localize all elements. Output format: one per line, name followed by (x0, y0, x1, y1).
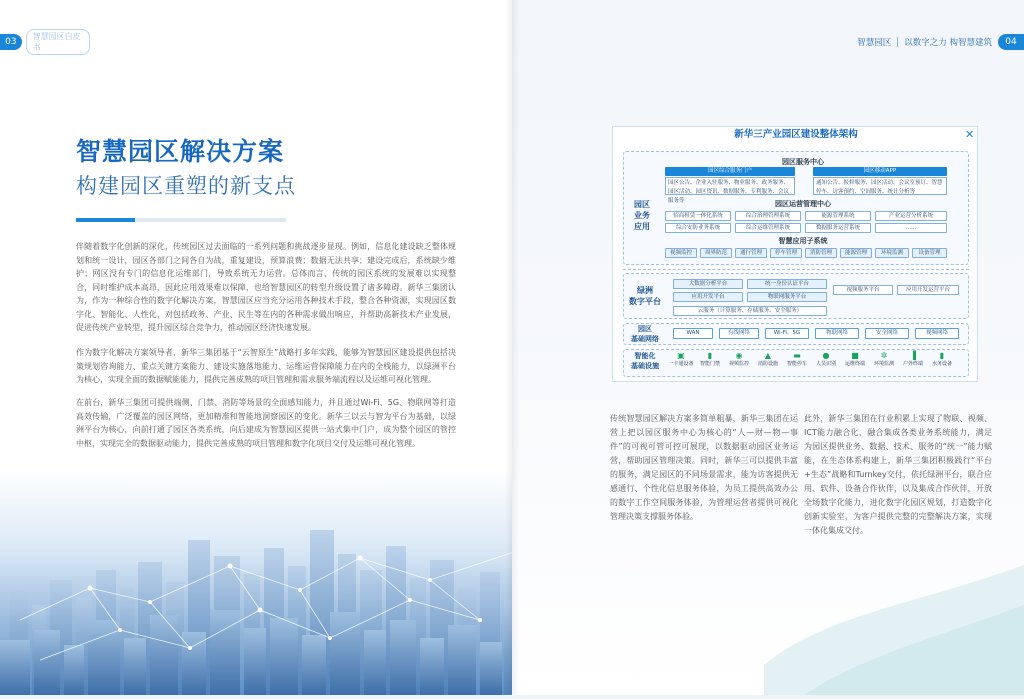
ops-item: 产业运营分析系统 (875, 211, 947, 221)
platform-item: 大数据分析平台 (673, 279, 743, 289)
decorative-wave (764, 545, 1024, 695)
skyline-illustration (0, 470, 560, 695)
device-card (812, 352, 840, 367)
network-layer-label: 园区 基础网络 (631, 325, 659, 343)
network-item: Wi-Fi、5G (765, 328, 809, 339)
mgmt-item: 设备管理 (912, 248, 947, 258)
intro-paragraph-3: 在前台，新华三集团可提供端侧、门禁、消防等场景的全面感知能力，并且通过Wi-Fi、5G、物联网等打造高效传输，广泛覆盖的园区网络，更加精准和智能地洞察园区的变化。新华三以云与智为平台为基础，以绿洲平台为核心，向前打通了园区各类系统，向后建成为智慧园区提供一站式集中门户，成为整个园区的管控中枢，实现完全的数据驱动能力，提供完善成熟的项目管理和数字化项目交付及运维可视化管理。 (76, 398, 456, 448)
portal-description: 园区公告、企业入驻服务、物业服务、政务服务、园区活动、园区资讯、数据服务、专利服务、会议服务等 (665, 177, 795, 195)
device-layer-label: 智能化 基础设施 (631, 352, 659, 370)
device-card (783, 352, 811, 367)
app-layer-label: 园区 业务 应用 (634, 200, 650, 231)
door-icon: ▮ (707, 351, 713, 360)
left-page (0, 0, 512, 695)
network-item: WAN (673, 328, 713, 339)
device-card (899, 352, 927, 367)
device-card (696, 352, 724, 367)
device-card (754, 352, 782, 367)
device-label: 智能停车 (786, 361, 807, 367)
right-page-header (857, 34, 1024, 50)
body-column-2: 此外，新华三集团在行业积累上实现了物联、视频、ICT能力融合化，融合集成各类业务系统能力，满足为园区提供业务、数据、技术、服务的“统一”能力赋能，在生态体系构建上，新华三集团积极践行“平台+生态”战略和Turnkey交付，依托绿洲平台，联合应用、软件、设备合作伙伴，以及集成合作伙伴，开放全场数字化能力，进化数字化园区规划，打造数字化创新实验室，为客户提供完整的完整解决方案，实现一体化集成交付。 (804, 414, 992, 535)
mgmt-item: 通行管理 (735, 248, 767, 258)
mgmt-item: 能源管理 (840, 248, 872, 258)
ops-item: 综合运维管理系统 (735, 223, 801, 233)
left-page-number: 03 (0, 34, 22, 50)
device-card (725, 352, 753, 367)
water-icon: ▮ (939, 351, 945, 360)
mobile-app-description: 通知公告、报修服务、园区活动、会议室预订、智慧停车、访客预约、空间服务、统计分析等 (813, 177, 947, 195)
title-divider (76, 218, 286, 222)
diagram-title: 新华三产业园区建设整体架构 (734, 129, 858, 140)
mgmt-item: 视频监控 (665, 248, 697, 258)
car-icon: ▬ (793, 351, 801, 360)
device-card (841, 352, 869, 367)
city-skyline-image (0, 470, 560, 695)
mgmt-item: 停车管理 (770, 248, 802, 258)
left-page-label: 智慧园区白皮书 (26, 29, 90, 55)
intro-paragraph-1: 伴随着数字化创新的深化，传统园区过去面临的一系列问题和挑战逐步显现。例如，信息化建设缺乏整体规划和统一设计，园区各部门之间各自为战，重复建设，预算浪费；数据无法共享；建设完成后，系统缺少维护；网区没有专门的信息化运维部门，导致系统无力运营。总体而言，传统的园区系统的发展难以实现整合，同时维护成本高昂，因此应用效果难以保障，也给智慧园区的转型升级设置了诸多障碍。新华三集团认为，作为一种综合性的数字化解决方案，智慧园区应当充分运用各种技术手段，整合各种资源，实现园区数字化、智能化、人性化，对包括政务、产业、民生等在内的各种需求做出响应，并帮助高新技术产业发展，促进传统产业转型，提升园区综合竞争力，推动园区经济快速发展。 (76, 242, 456, 332)
page-subtitle: 构建园区重塑的新支点 (76, 174, 296, 198)
ops-item: 综合治理管理系统 (735, 211, 801, 221)
sensor-icon: ✲ (880, 351, 888, 360)
ops-item: …… (875, 223, 947, 233)
device-label: 运维终端 (844, 361, 865, 367)
platform-item: 应用开发平台 (673, 292, 743, 302)
mgmt-item: 消防管理 (805, 248, 837, 258)
portal-bar: 园区综合服务门户 (665, 167, 795, 176)
close-icon[interactable]: ✕ (965, 128, 975, 141)
network-item: 物联网络 (815, 328, 859, 339)
network-item: 有线网络 (719, 328, 759, 339)
header-separator (897, 37, 898, 47)
layer-separator (623, 269, 969, 270)
platform-item: 统一身份认证平台 (747, 279, 827, 289)
mgmt-item: 周界防范 (700, 248, 732, 258)
ops-center-heading: 园区运营管理中心 (775, 200, 831, 208)
device-label: 水务设备 (931, 361, 952, 367)
platform-layer-label: 绿洲 数字平台 (629, 286, 661, 306)
body-column-1: 传统智慧园区解决方案多简单粗暴，新华三集团在运营上把以园区服务中心为核心的“人—财—物—事件”的可视可管可控可展现，以数据驱动园区业务运营，帮助园区管理决策。同时，新华三可以提供丰富的服务，满足园区的不同场景需求，能为访客提供无感通行、个性化信息服务体验，为员工提供高效办公的数字工作空间服务体验，为管理运营者提供可视化管理决策支撑服务体验。 (610, 414, 798, 521)
ops-item: 综合安防业务系统 (665, 223, 731, 233)
card-reader-icon: ▣ (677, 351, 685, 360)
fire-icon: ▲ (764, 351, 772, 360)
intro-paragraph-2: 作为数字化解决方案领导者，新华三集团基于“云智原生”战略打多年实践，能够为智慧园区建设提供包括决策规划咨询能力、重点关键方案能力、建设实施落地能力、运维运营保障能力在内的全栈能力，以绿洲平台为核心，实现全面的数据赋能能力，提供完善成熟的项目管理和需求服务端流程以及运维可视化管理。 (76, 348, 456, 384)
mgmt-item: 环境监测 (875, 248, 909, 258)
camera-icon: ◉ (735, 351, 743, 360)
left-page-header (0, 34, 90, 50)
architecture-diagram (612, 126, 978, 382)
page-title: 智慧园区解决方案 (76, 137, 285, 166)
device-card (870, 352, 898, 367)
platform-item: 视频服务平台 (833, 285, 893, 295)
device-card (928, 352, 956, 367)
network-item: 安全网络 (865, 328, 909, 339)
device-label: 消防设施 (757, 361, 778, 367)
device-label: 人员识别 (815, 361, 836, 367)
platform-item: 物联网服务平台 (747, 292, 827, 302)
device-label: 环境监测 (873, 361, 894, 367)
person-icon: ● (822, 351, 830, 360)
cloud-services: 云服务（计算服务、存储服务、安全服务） (673, 306, 827, 316)
mgmt-system-heading: 智慧应用子系统 (778, 237, 828, 245)
right-page-number: 04 (998, 34, 1024, 50)
device-label: 视频监控 (728, 361, 749, 367)
platform-item: 应用开发运营平台 (897, 285, 959, 295)
header-section-name: 智慧园区 (857, 38, 892, 48)
terminal-icon: ■ (851, 351, 859, 360)
service-center-heading: 园区服务中心 (782, 158, 824, 166)
device-label: 户外终端 (902, 361, 923, 367)
device-card (667, 352, 695, 367)
ops-item: 招商租赁一体化系统 (665, 211, 731, 221)
network-item: 视频网络 (915, 328, 959, 339)
header-slogan: 以数字之力 构智慧建筑 (904, 38, 992, 48)
mobile-app-bar: 园区移动APP (813, 167, 947, 176)
spread-gutter-shadow (505, 0, 519, 695)
device-label: 智能门禁 (699, 361, 720, 367)
kiosk-icon: ▐ (909, 351, 917, 360)
ops-item: 数据服务运营系统 (805, 223, 871, 233)
device-label: 一卡通设备 (668, 361, 694, 367)
ops-item: 能源管理系统 (805, 211, 871, 221)
